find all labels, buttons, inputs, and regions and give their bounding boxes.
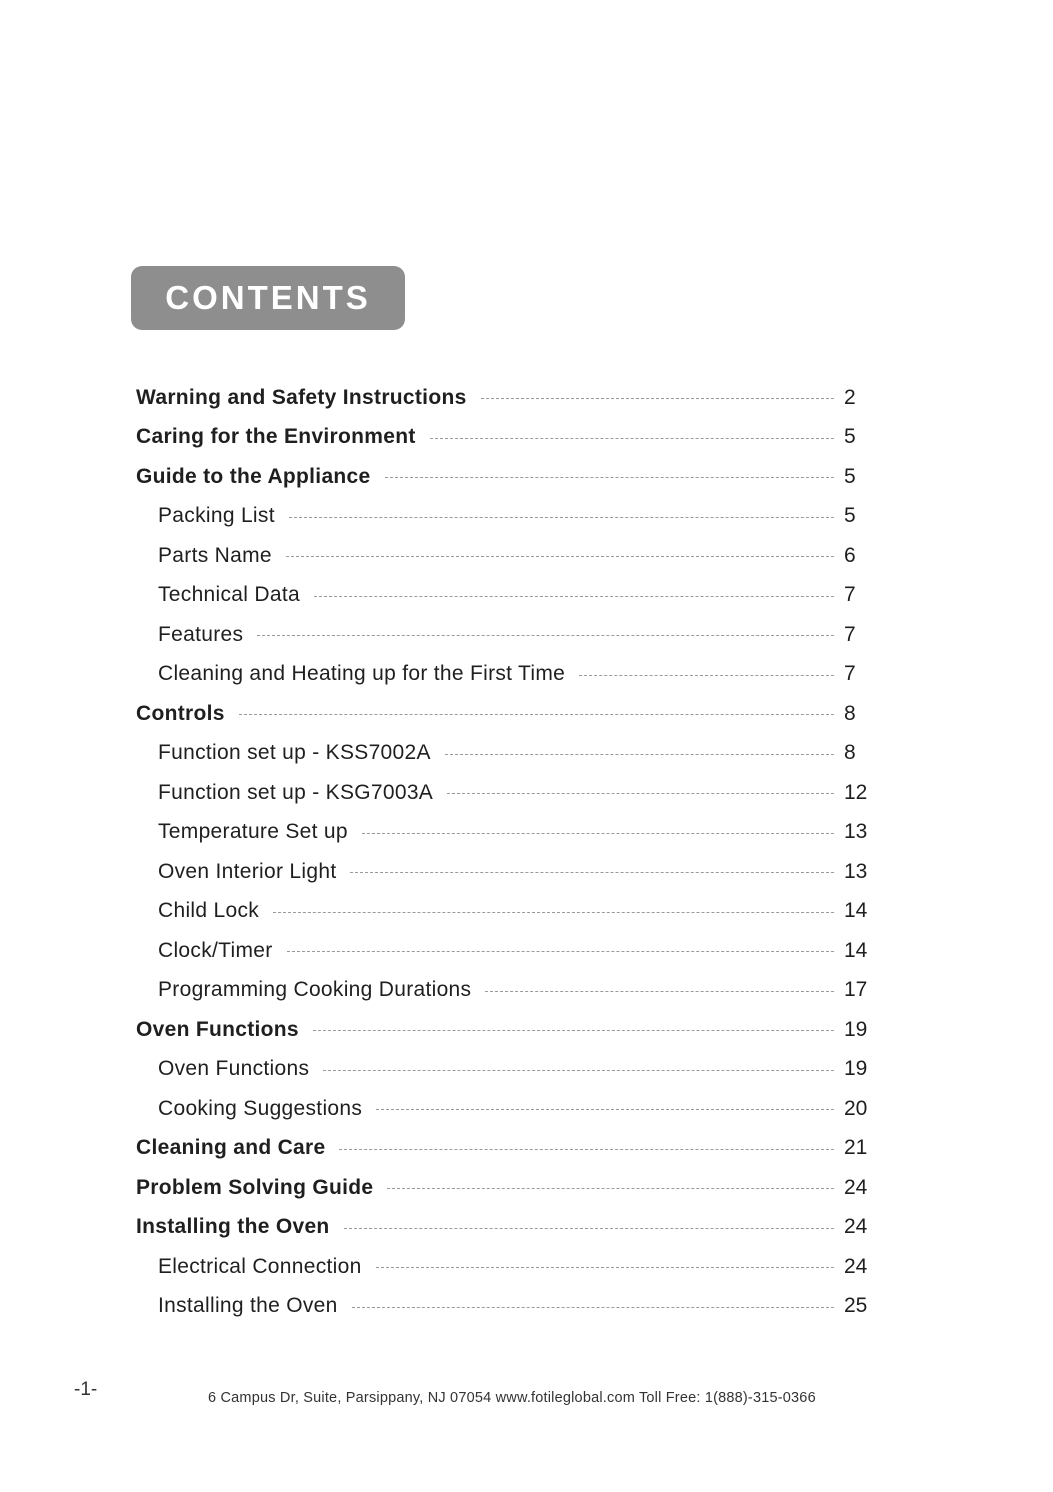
toc-dotted-leader xyxy=(579,675,834,676)
toc-entry-title: Electrical Connection xyxy=(158,1254,362,1278)
toc-entry-title: Installing the Oven xyxy=(136,1215,330,1239)
toc-entry-title: Cleaning and Heating up for the First Time xyxy=(158,662,566,686)
toc-subsection-entry[interactable] xyxy=(136,1247,872,1287)
toc-page-number: 14 xyxy=(844,899,868,923)
toc-entry-title: Guide to the Appliance xyxy=(136,464,371,488)
toc-subsection-entry[interactable] xyxy=(136,773,872,813)
toc-subsection-entry[interactable] xyxy=(136,1050,872,1090)
toc-section-entry[interactable] xyxy=(136,1010,872,1050)
toc-dotted-leader xyxy=(376,1109,834,1110)
toc-dotted-leader xyxy=(273,912,834,913)
toc-page-number: 6 xyxy=(844,543,856,567)
toc-entry-title: Warning and Safety Instructions xyxy=(136,385,467,409)
toc-entry-title: Function set up - KSG7003A xyxy=(158,780,434,804)
toc-dotted-leader xyxy=(362,833,834,834)
toc-dotted-leader xyxy=(447,793,834,794)
toc-subsection-entry[interactable] xyxy=(136,852,872,892)
toc-subsection-entry[interactable] xyxy=(136,813,872,853)
toc-dotted-leader xyxy=(289,517,834,518)
toc-page-number: 7 xyxy=(844,622,856,646)
toc-dotted-leader xyxy=(344,1228,834,1229)
toc-page-number: 13 xyxy=(844,820,868,844)
footer-address: 6 Campus Dr, Suite, Parsippany, NJ 07054 www.fotileglobal.com Toll Free: 1(888)-315-0366 xyxy=(208,1390,816,1406)
toc-page-number: 7 xyxy=(844,583,856,607)
toc-entry-title: Problem Solving Guide xyxy=(136,1175,374,1199)
toc-page-number: 24 xyxy=(844,1254,868,1278)
toc-page-number: 5 xyxy=(844,464,856,488)
toc-entry-title: Function set up - KSS7002A xyxy=(158,741,431,765)
toc-subsection-entry[interactable] xyxy=(136,655,872,695)
toc-page-number: 25 xyxy=(844,1294,868,1318)
toc-subsection-entry[interactable] xyxy=(136,1089,872,1129)
toc-dotted-leader xyxy=(286,556,834,557)
toc-dotted-leader xyxy=(313,1030,834,1031)
toc-entry-title: Controls xyxy=(136,701,225,725)
toc-dotted-leader xyxy=(481,398,834,399)
toc-page-number: 19 xyxy=(844,1057,868,1081)
toc-entry-title: Clock/Timer xyxy=(158,938,273,962)
toc-entry-title: Features xyxy=(158,622,244,646)
toc-dotted-leader xyxy=(314,596,834,597)
toc-page-number: 12 xyxy=(844,780,868,804)
toc-section-entry[interactable] xyxy=(136,1129,872,1169)
toc-dotted-leader xyxy=(376,1267,834,1268)
toc-entry-title: Cleaning and Care xyxy=(136,1136,326,1160)
toc-section-entry[interactable] xyxy=(136,378,872,418)
toc-page-number: 20 xyxy=(844,1096,868,1120)
toc-dotted-leader xyxy=(352,1307,834,1308)
toc-subsection-entry[interactable] xyxy=(136,971,872,1011)
toc-page-number: 24 xyxy=(844,1215,868,1239)
toc-entry-title: Child Lock xyxy=(158,899,260,923)
toc-entry-title: Cooking Suggestions xyxy=(158,1096,363,1120)
toc-section-entry[interactable] xyxy=(136,457,872,497)
toc-entry-title: Caring for the Environment xyxy=(136,425,416,449)
toc-subsection-entry[interactable] xyxy=(136,576,872,616)
toc-entry-title: Technical Data xyxy=(158,583,300,607)
toc-dotted-leader xyxy=(445,754,834,755)
toc-section-entry[interactable] xyxy=(136,1208,872,1248)
toc-page-number: 21 xyxy=(844,1136,868,1160)
toc-dotted-leader xyxy=(430,438,834,439)
toc-entry-title: Oven Functions xyxy=(158,1057,310,1081)
toc-dotted-leader xyxy=(387,1188,834,1189)
toc-subsection-entry[interactable] xyxy=(136,497,872,537)
toc-dotted-leader xyxy=(257,635,834,636)
toc-section-entry[interactable] xyxy=(136,694,872,734)
toc-section-entry[interactable] xyxy=(136,418,872,458)
toc-subsection-entry[interactable] xyxy=(136,892,872,932)
toc-entry-title: Oven Interior Light xyxy=(158,859,337,883)
toc-entry-title: Packing List xyxy=(158,504,275,528)
toc-subsection-entry[interactable] xyxy=(136,536,872,576)
toc-dotted-leader xyxy=(485,991,834,992)
toc-dotted-leader xyxy=(239,714,834,715)
toc-dotted-leader xyxy=(287,951,834,952)
toc-dotted-leader xyxy=(339,1149,834,1150)
toc-entry-title: Temperature Set up xyxy=(158,820,348,844)
toc-page-number: 2 xyxy=(844,385,856,409)
toc-dotted-leader xyxy=(350,872,834,873)
toc-page-number: 24 xyxy=(844,1175,868,1199)
toc-page-number: 19 xyxy=(844,1017,868,1041)
page-title: CONTENTS xyxy=(165,279,371,316)
toc-page-number: 17 xyxy=(844,978,868,1002)
toc-entry-title: Programming Cooking Durations xyxy=(158,978,472,1002)
toc-dotted-leader xyxy=(385,477,834,478)
toc-subsection-entry[interactable] xyxy=(136,615,872,655)
toc-page-number: 8 xyxy=(844,741,856,765)
toc-subsection-entry[interactable] xyxy=(136,734,872,774)
table-of-contents xyxy=(136,378,872,1326)
toc-page-number: 5 xyxy=(844,425,856,449)
toc-dotted-leader xyxy=(323,1070,834,1071)
toc-subsection-entry[interactable] xyxy=(136,931,872,971)
toc-page-number: 8 xyxy=(844,701,856,725)
toc-page-number: 5 xyxy=(844,504,856,528)
toc-entry-title: Parts Name xyxy=(158,543,272,567)
toc-page-number: 7 xyxy=(844,662,856,686)
toc-section-entry[interactable] xyxy=(136,1168,872,1208)
toc-subsection-entry[interactable] xyxy=(136,1287,872,1327)
toc-page-number: 13 xyxy=(844,859,868,883)
toc-entry-title: Installing the Oven xyxy=(158,1294,338,1318)
page-number: -1- xyxy=(74,1379,98,1400)
contents-heading-badge xyxy=(131,266,405,330)
toc-entry-title: Oven Functions xyxy=(136,1017,299,1041)
toc-page-number: 14 xyxy=(844,938,868,962)
